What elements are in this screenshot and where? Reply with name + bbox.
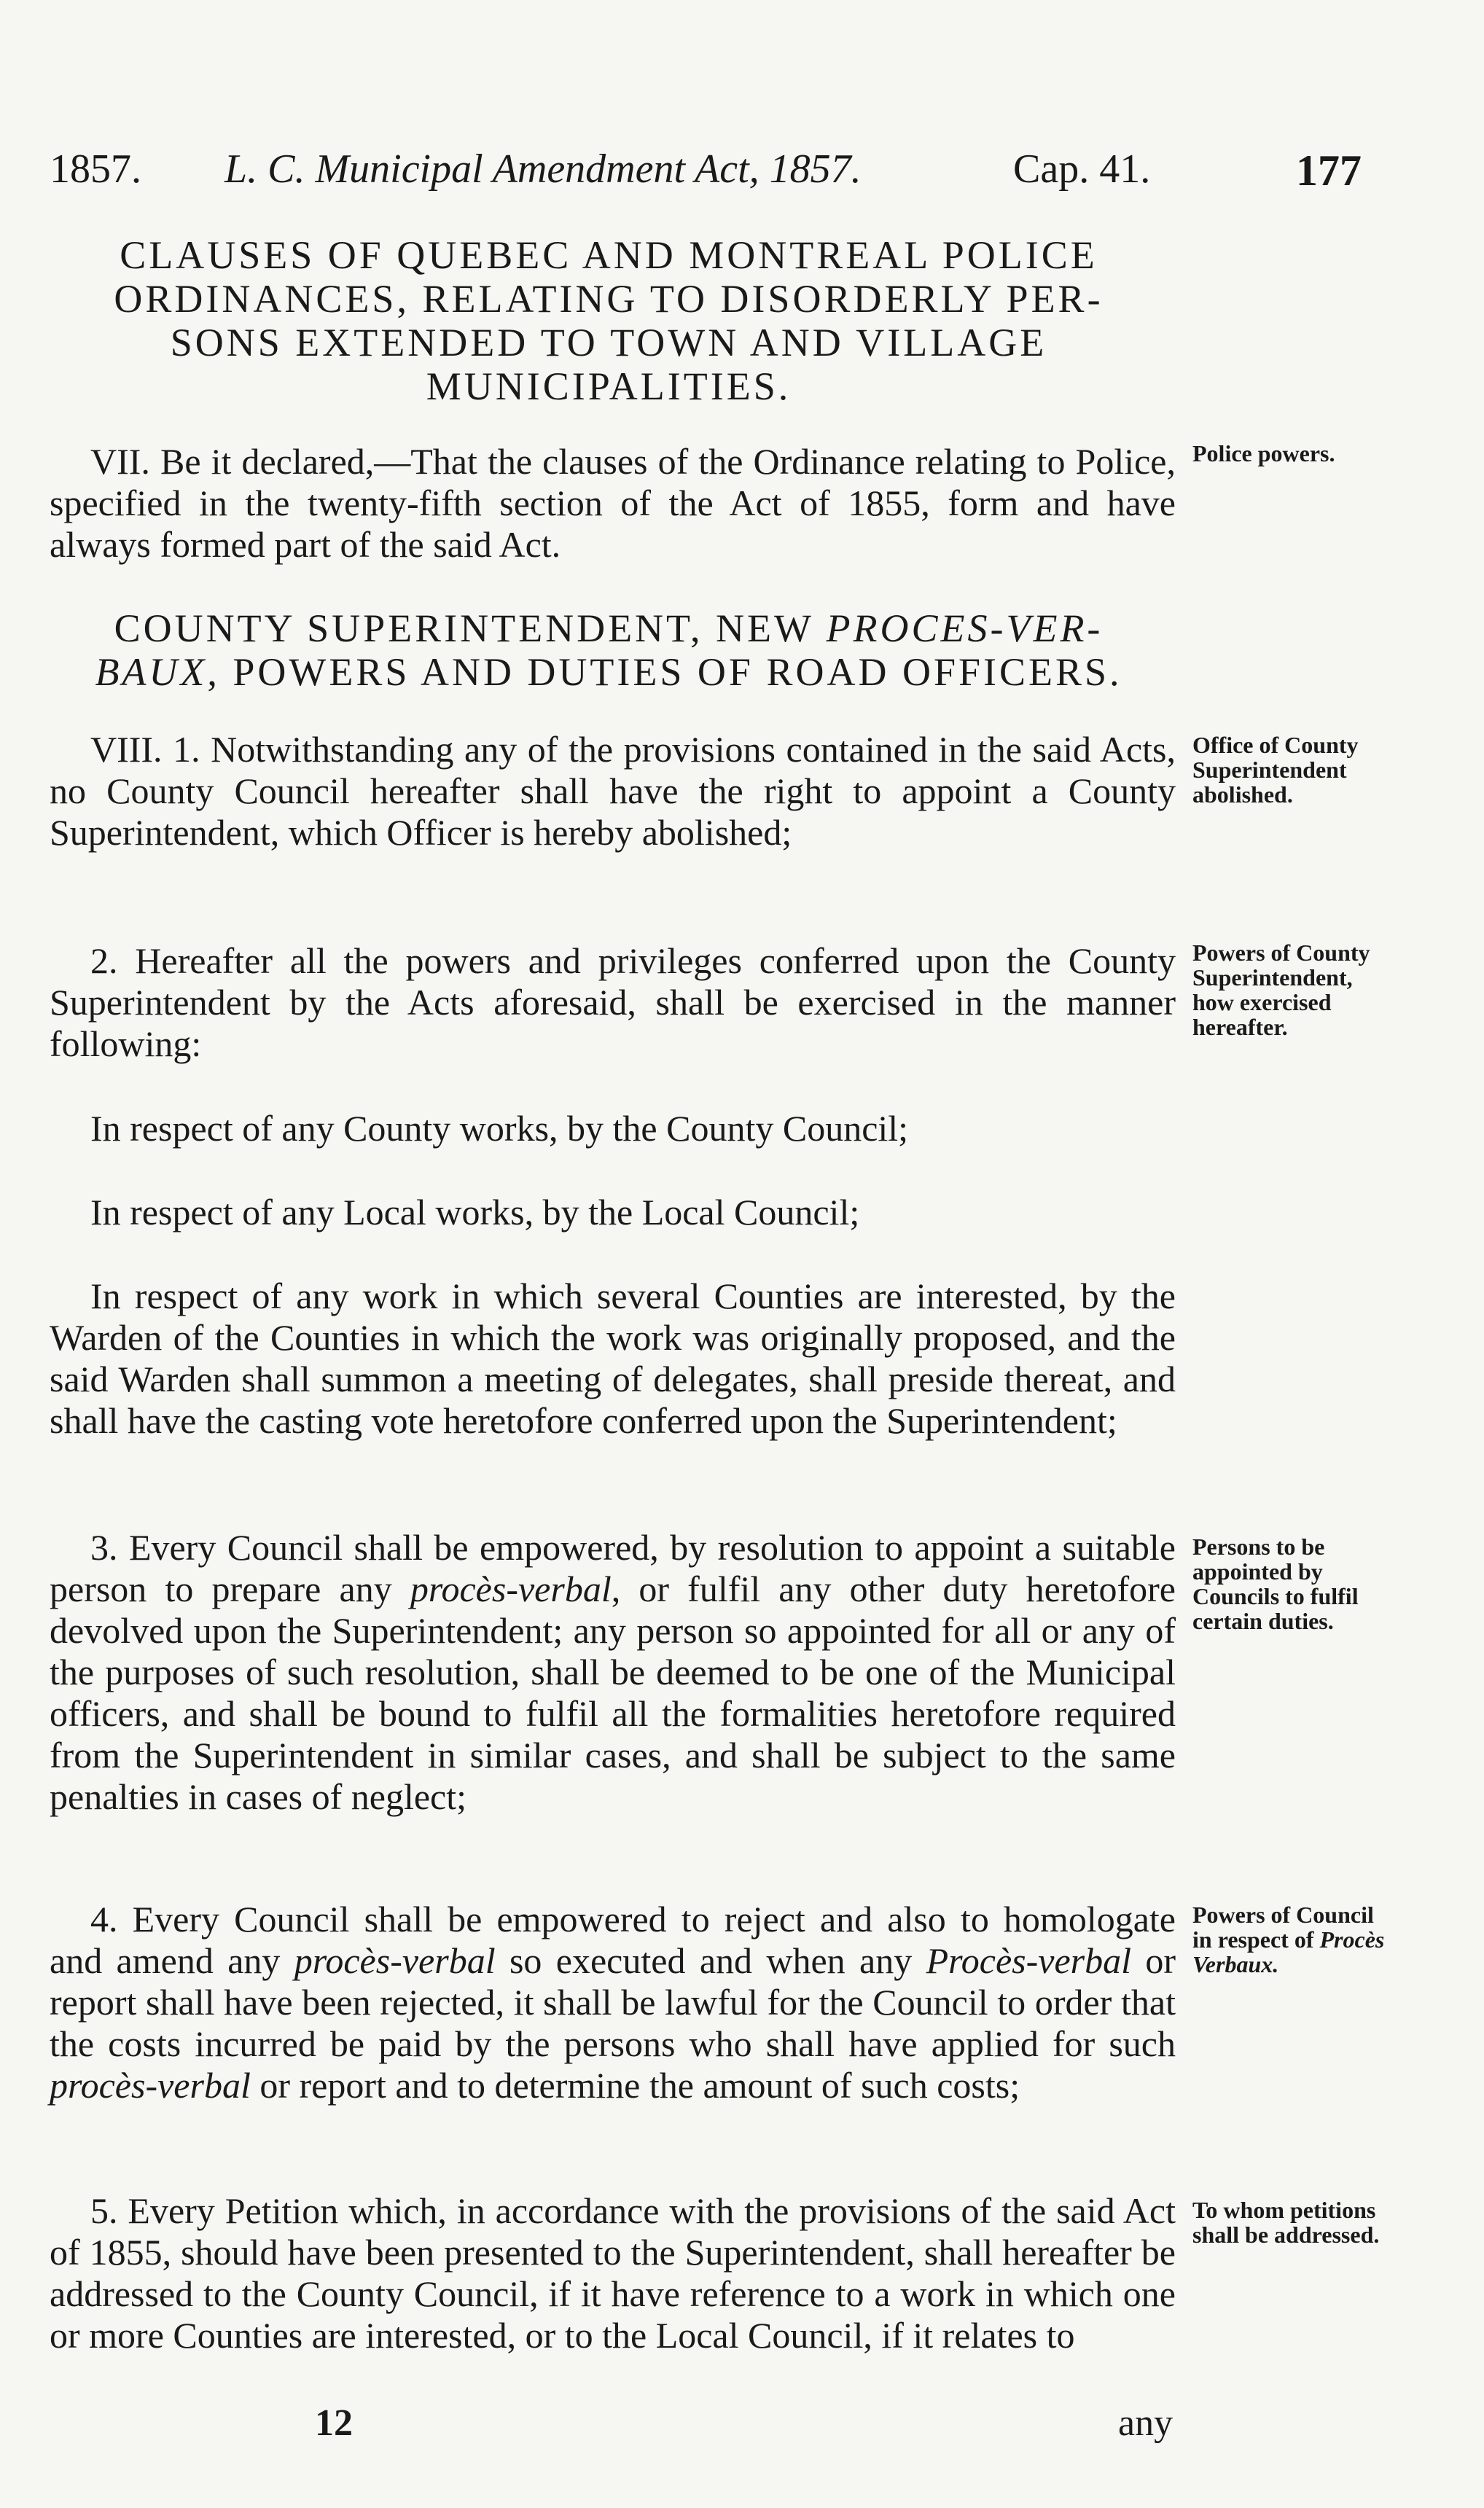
heading-line: CLAUSES OF QUEBEC AND MONTREAL POLICE — [120, 233, 1098, 277]
margin-note-office-abolished: Office of County Superintendent abolished. — [1192, 732, 1359, 808]
section-vii-text: VII. Be it declared,—That the clauses of the Ordinance relating to Police, specified in the twenty-fifth section of the Act of 1855, form and have always formed part of the said Act. — [50, 441, 1176, 565]
signature-mark: 12 — [315, 2402, 353, 2444]
section-viii-2-local: In respect of any Local works, by the Local Council; — [90, 1192, 860, 1232]
section-viii-4: 4. Every Council shall be empowered to reject and also to homologate and amend any procès-verbal so executed and when any Procès-verbal or report shall have been rejected, it shall be lawful for the Council to order that the costs incurred be paid by the persons who shall have applied for such procès-verbal or report and to determine the amount of such costs; — [50, 1899, 1176, 2106]
heading-line: MUNICIPALITIES. — [426, 364, 792, 408]
section-viii-2-several: In respect of any work in which several Counties are interested, by the Warden of the Counties in which the work was originally proposed, and the said Warden shall summon a meeting of delegates, shall preside thereat, and shall have the casting vote heretofore conferred upon the Superintendent; — [50, 1276, 1176, 1441]
section-viii-1: VIII. 1. Notwithstanding any of the provisions contained in the said Acts, no County Council hereafter shall have the right to appoint a County Superintendent, which Officer is hereby abolished; — [50, 729, 1176, 853]
header-title: L. C. Municipal Amendment Act, 1857. — [224, 147, 862, 192]
running-header — [50, 146, 1383, 197]
header-chapter: Cap. 41. — [1013, 147, 1151, 192]
margin-note-persons-appointed: Persons to be appointed by Councils to fulfil certain duties. — [1192, 1534, 1359, 1634]
catchword: any — [1118, 2402, 1173, 2444]
heading-line: BAUX, POWERS AND DUTIES OF ROAD OFFICERS. — [95, 650, 1122, 694]
margin-note-petitions: To whom petitions shall be addressed. — [1192, 2197, 1380, 2248]
heading-line: ORDINANCES, RELATING TO DISORDERLY PER- — [114, 277, 1104, 321]
margin-note-proces-verbaux: Powers of Council in respect of Procès Verbaux. — [1192, 1902, 1385, 1977]
section-viii-2-county: In respect of any County works, by the County Council; — [90, 1108, 909, 1149]
page-number: 177 — [1296, 147, 1362, 195]
heading-line: COUNTY SUPERINTENDENT, NEW PROCES-VER- — [114, 606, 1104, 650]
heading-line: SONS EXTENDED TO TOWN AND VILLAGE — [170, 321, 1047, 364]
section-heading-superintendent — [44, 606, 1173, 694]
section-viii-5: 5. Every Petition which, in accordance with the provisions of the said Act of 1855, should have been presented to the Superintendent, shall hereafter be addressed to the County Council, if it have reference to a work in which one or more Counties are interested, or to the Local Council, if it relates to — [50, 2190, 1176, 2356]
section-viii-3: 3. Every Council shall be empowered, by resolution to appoint a suitable person to prepare any procès-verbal, or fulfil any other duty heretofore devolved upon the Superintendent; any person so appointed for all or any of the purposes of such resolution, shall be deemed to be one of the Municipal officers, and shall be bound to fulfil all the formalities heretofore required from the Superintendent in similar cases, and shall be subject to the same penalties in cases of neglect; — [50, 1527, 1176, 1817]
section-heading-police — [44, 233, 1173, 408]
section-viii-2: 2. Hereafter all the powers and privileges conferred upon the County Superintendent by the Acts aforesaid, shall be exercised in the manner following: — [50, 940, 1176, 1064]
page-footer — [0, 2402, 1484, 2445]
header-year: 1857. — [50, 147, 141, 192]
margin-note-police-powers: Police powers. — [1192, 440, 1335, 466]
margin-note-powers-exercised: Powers of County Superintendent, how exercised hereafter. — [1192, 939, 1370, 1040]
